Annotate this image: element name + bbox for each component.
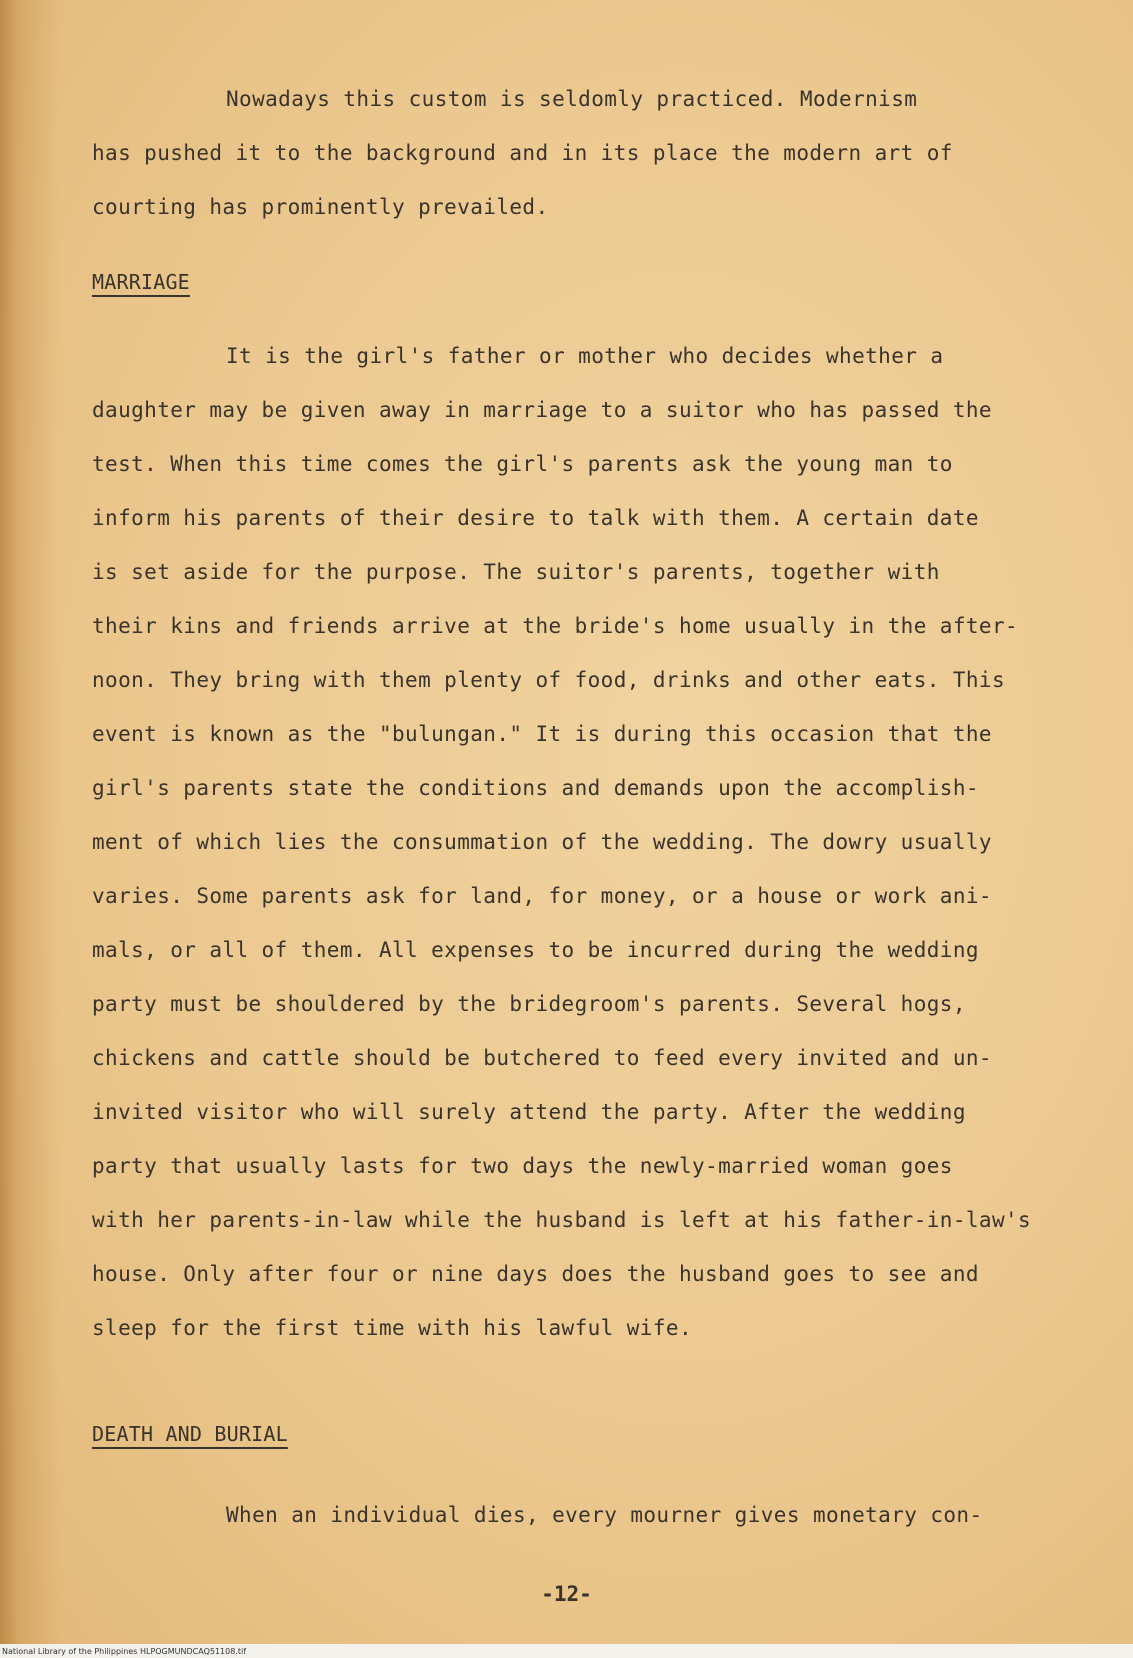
scan-footer-text: National Library of the Philippines HLPOGMUNDCAQ51108.tif xyxy=(2,1647,247,1656)
paragraph-line: test. When this time comes the girl's parents ask the young man to xyxy=(92,452,953,476)
page-number: -12- xyxy=(541,1582,592,1606)
death-paragraph xyxy=(92,1488,1082,1542)
paragraph-line: It is the girl's father or mother who decides whether a xyxy=(226,344,944,368)
paragraph-line: Nowadays this custom is seldomly practiced. Modernism xyxy=(226,87,918,111)
paragraph-line: is set aside for the purpose. The suitor's parents, together with xyxy=(92,560,940,584)
paragraph-line: courting has prominently prevailed. xyxy=(92,195,549,219)
paragraph-line: mals, or all of them. All expenses to be incurred during the wedding xyxy=(92,938,979,962)
intro-paragraph xyxy=(92,72,1082,234)
section-heading-marriage: MARRIAGE xyxy=(92,270,190,294)
marriage-paragraph xyxy=(92,329,1082,1355)
paragraph-line: party that usually lasts for two days the newly-married woman goes xyxy=(92,1154,953,1178)
paragraph-line: invited visitor who will surely attend the party. After the wedding xyxy=(92,1100,966,1124)
paragraph-line: their kins and friends arrive at the bride's home usually in the after- xyxy=(92,614,1019,638)
paragraph-line: with her parents-in-law while the husband is left at his father-in-law's xyxy=(92,1208,1032,1232)
paragraph-line: ment of which lies the consummation of the wedding. The dowry usually xyxy=(92,830,992,854)
section-heading-death-and-burial: DEATH AND BURIAL xyxy=(92,1422,288,1446)
paragraph-line: party must be shouldered by the bridegroom's parents. Several hogs, xyxy=(92,992,966,1016)
scan-footer-bar xyxy=(0,1644,1133,1658)
paragraph-line: daughter may be given away in marriage to a suitor who has passed the xyxy=(92,398,992,422)
paragraph-line: event is known as the "bulungan." It is during this occasion that the xyxy=(92,722,992,746)
paragraph-line: house. Only after four or nine days does the husband goes to see and xyxy=(92,1262,979,1286)
paragraph-line: inform his parents of their desire to talk with them. A certain date xyxy=(92,506,979,530)
paragraph-line: girl's parents state the conditions and demands upon the accomplish- xyxy=(92,776,979,800)
paragraph-line: varies. Some parents ask for land, for money, or a house or work ani- xyxy=(92,884,992,908)
paragraph-line: chickens and cattle should be butchered to feed every invited and un- xyxy=(92,1046,992,1070)
paragraph-line: has pushed it to the background and in its place the modern art of xyxy=(92,141,953,165)
paragraph-line: sleep for the first time with his lawful wife. xyxy=(92,1316,692,1340)
paragraph-line: When an individual dies, every mourner gives monetary con- xyxy=(226,1503,983,1527)
paragraph-line: noon. They bring with them plenty of food, drinks and other eats. This xyxy=(92,668,1006,692)
